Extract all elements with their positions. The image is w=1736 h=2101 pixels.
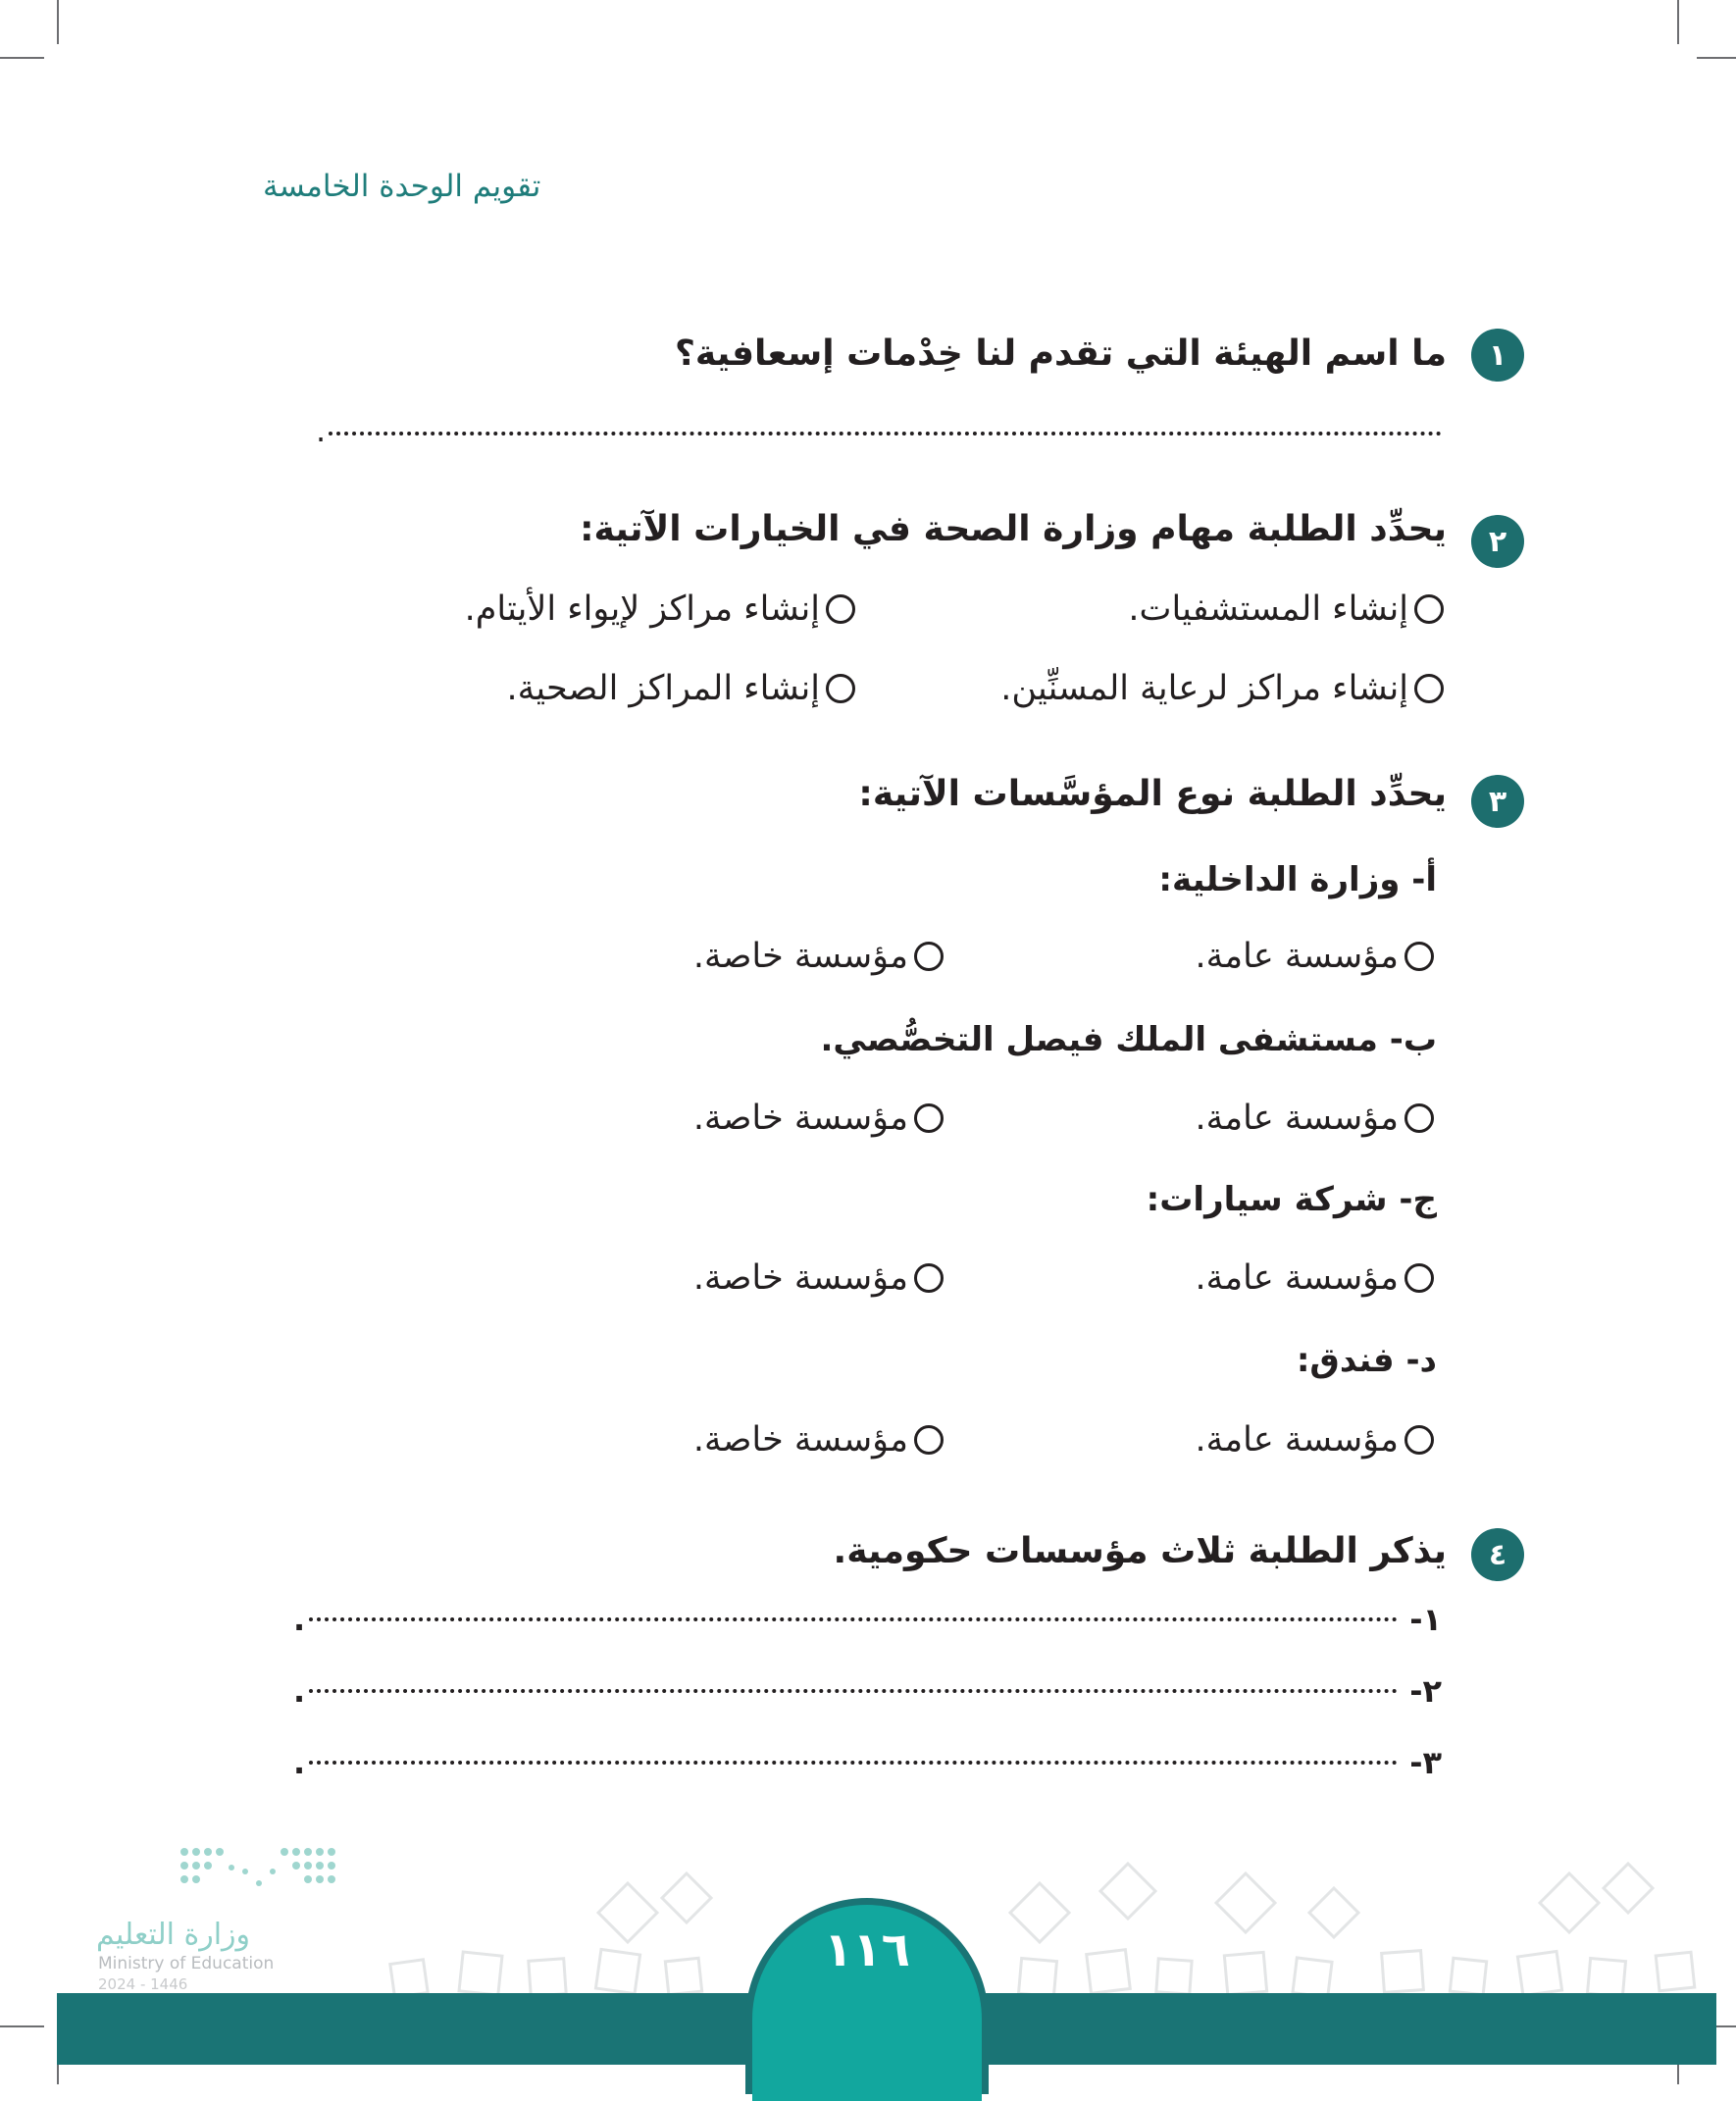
question-2-text: يحدِّد الطلبة مهام وزارة الصحة في الخيارات الآتية: xyxy=(580,509,1447,549)
radio-circle-icon[interactable] xyxy=(1404,1263,1434,1293)
choice-label: مؤسسة عامة. xyxy=(1195,1258,1399,1298)
radio-circle-icon[interactable] xyxy=(914,1263,944,1293)
dotted-fill[interactable] xyxy=(309,1617,1398,1621)
choice-label: إنشاء مراكز لرعاية المسنِّين. xyxy=(1000,669,1408,708)
choice-label: مؤسسة خاصة. xyxy=(692,1099,908,1138)
institution-item: ج- شركة سيارات: xyxy=(1146,1180,1437,1219)
choice-option[interactable] xyxy=(507,664,855,713)
ministry-logo-icon xyxy=(177,1844,353,1903)
answer-line-end: . xyxy=(316,412,327,449)
answer-line[interactable] xyxy=(293,1601,1442,1638)
answer-line[interactable] xyxy=(293,1672,1442,1710)
ministry-logo-english: Ministry of Education xyxy=(98,1954,275,1973)
radio-circle-icon[interactable] xyxy=(1404,1103,1434,1133)
answer-line[interactable] xyxy=(293,1744,1442,1781)
choice-option[interactable] xyxy=(1196,932,1434,981)
crop-mark xyxy=(1697,57,1736,59)
dotted-fill[interactable] xyxy=(309,1761,1398,1765)
answer-line-end: . xyxy=(293,1672,306,1710)
crop-mark xyxy=(57,0,59,44)
radio-circle-icon[interactable] xyxy=(914,942,944,971)
choice-label: مؤسسة خاصة. xyxy=(692,937,908,976)
choice-label: مؤسسة عامة. xyxy=(1195,937,1399,976)
choice-option[interactable] xyxy=(1196,1254,1434,1303)
dotted-fill[interactable] xyxy=(309,1689,1398,1693)
choice-label: إنشاء المراكز الصحية. xyxy=(506,669,820,708)
crop-mark xyxy=(1677,0,1679,44)
choice-label: مؤسسة خاصة. xyxy=(692,1258,908,1298)
question-3-text: يحدِّد الطلبة نوع المؤسَّسات الآتية: xyxy=(858,774,1447,814)
institution-item: أ- وزارة الداخلية: xyxy=(1158,860,1437,899)
radio-circle-icon[interactable] xyxy=(1414,594,1444,624)
choice-option[interactable] xyxy=(693,1094,944,1143)
line-number: ٢- xyxy=(1409,1672,1442,1710)
choice-option[interactable] xyxy=(1196,1415,1434,1464)
choice-option[interactable] xyxy=(1000,664,1444,713)
institution-item: د- فندق: xyxy=(1296,1341,1437,1380)
choice-option[interactable] xyxy=(1196,1094,1434,1143)
question-number-badge: ٤ xyxy=(1471,1528,1524,1581)
choice-option[interactable] xyxy=(465,585,855,634)
radio-circle-icon[interactable] xyxy=(1404,942,1434,971)
line-number: ٣- xyxy=(1409,1744,1442,1781)
choice-option[interactable] xyxy=(693,1254,944,1303)
answer-line-end: . xyxy=(293,1744,306,1781)
choice-label: مؤسسة عامة. xyxy=(1195,1099,1399,1138)
question-number-badge: ١ xyxy=(1471,329,1524,382)
radio-circle-icon[interactable] xyxy=(826,674,855,703)
choice-label: مؤسسة عامة. xyxy=(1195,1420,1399,1460)
radio-circle-icon[interactable] xyxy=(1414,674,1444,703)
choice-label: مؤسسة خاصة. xyxy=(692,1420,908,1460)
question-1-text: ما اسم الهيئة التي تقدم لنا خِدْمات إسعافية؟ xyxy=(675,333,1447,374)
choice-label: إنشاء مراكز لإيواء الأيتام. xyxy=(464,589,820,629)
line-number: ١- xyxy=(1409,1601,1442,1638)
question-number-badge: ٢ xyxy=(1471,515,1524,568)
radio-circle-icon[interactable] xyxy=(914,1425,944,1455)
ministry-logo-year: 2024 - 1446 xyxy=(98,1975,188,1993)
question-4-text: يذكر الطلبة ثلاث مؤسسات حكومية. xyxy=(833,1531,1447,1571)
radio-circle-icon[interactable] xyxy=(914,1103,944,1133)
choice-option[interactable] xyxy=(693,932,944,981)
institution-item: ب- مستشفى الملك فيصل التخصُّصي. xyxy=(820,1020,1437,1059)
choice-option[interactable] xyxy=(1128,585,1444,634)
crop-mark xyxy=(0,57,44,59)
ministry-logo-arabic: وزارة التعليم xyxy=(96,1918,251,1952)
radio-circle-icon[interactable] xyxy=(1404,1425,1434,1455)
radio-circle-icon[interactable] xyxy=(826,594,855,624)
answer-line[interactable] xyxy=(329,432,1442,436)
section-title: تقويم الوحدة الخامسة xyxy=(263,169,541,204)
answer-line-end: . xyxy=(293,1601,306,1638)
crop-mark xyxy=(0,2025,44,2027)
choice-label: إنشاء المستشفيات. xyxy=(1128,589,1408,629)
choice-option[interactable] xyxy=(693,1415,944,1464)
page-number: ١١٦ xyxy=(824,1922,910,1977)
question-number-badge: ٣ xyxy=(1471,775,1524,828)
